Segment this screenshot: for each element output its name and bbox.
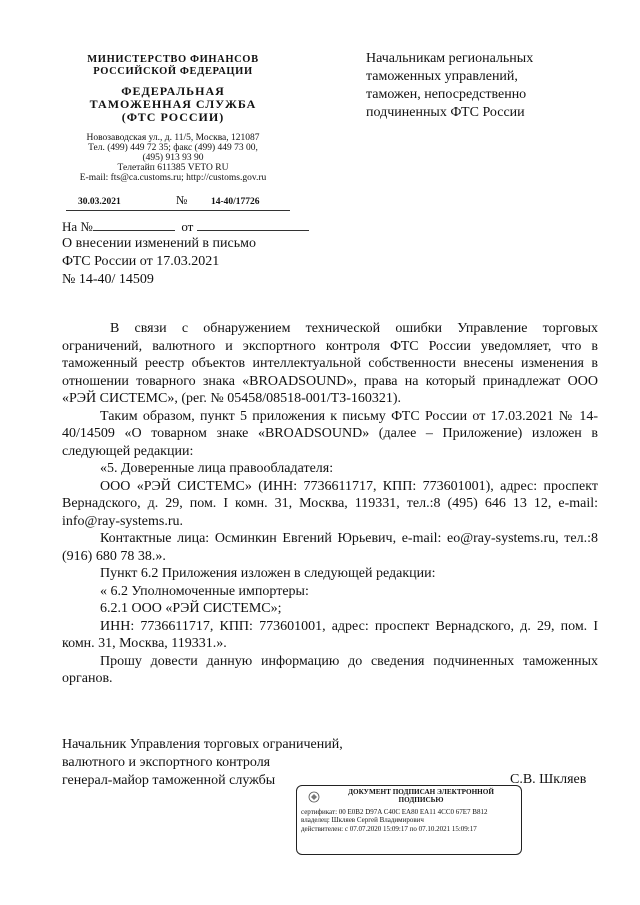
emblem-icon [305,790,323,804]
addressee-line-1: Начальникам региональных [366,51,534,66]
signatory-line-2: валютного и экспортного контроля [62,755,271,770]
addressee-line-3: таможен, непосредственно [366,87,527,102]
phone-line: Тел. (499) 449 72 35; факс (499) 449 73 00, [88,143,258,153]
addressee-block [366,50,596,122]
registration-underline [66,210,290,211]
reference-date-blank [197,218,309,231]
stamp-validity: действителен: с 07.07.2020 15:09:17 по 07.10.2021 15:09:17 [301,824,477,833]
body-paragraph-4: ООО «РЭЙ СИСТЕМС» (ИНН: 7736611717, КПП: 773601001), адрес: проспект Вернадского, д. 29, пом. I комн. 31, Москва, 119331, тел.:8 (495) 646 13 12, e-mail: info@ray-systems.ru. [62,478,598,529]
letter-subject [62,235,256,289]
subject-line-1: О внесении изменений в письмо [62,236,256,251]
subject-line-2: ФТС России от 17.03.2021 [62,254,220,269]
ministry-name-line2: РОССИЙСКОЙ ФЕДЕРАЦИИ [93,66,253,77]
phone-line-2: (495) 913 93 90 [142,153,204,163]
reference-line [62,218,309,235]
service-name-line1: ФЕДЕРАЛЬНАЯ [121,84,225,98]
body-paragraph-10: Прошу довести данную информацию до сведения подчиненных таможенных органов. [62,653,598,686]
reference-prefix: На № [62,219,93,234]
body-paragraph-6: Пункт 6.2 Приложения изложен в следующей редакции: [100,566,436,581]
signatory-name: С.В. Шкляев [510,772,587,787]
email-line: E-mail: fts@ca.customs.ru; http://customs.gov.ru [79,173,267,183]
body-paragraph-1: В связи с обнаружением технической ошибки Управление торговых ограничений, валютного и экспортного контроля ФТС России уведомляет, что в таможенный реестр объектов интеллектуальной собственности внесены изменения в отношении товарного знака «BROADSOUND», права на который принадлежат ООО «РЭЙ СИСТЕМС», (рег. № 05458/08518-001/ТЗ-160321). [62,321,598,406]
body-paragraph-5: Контактные лица: Осминкин Евгений Юрьевич, e-mail: eo@ray-systems.ru, тел.:8 (916) 680 78 38.». [62,531,598,564]
service-name-line3: (ФТС РОССИИ) [121,110,225,124]
ministry-name-line1: МИНИСТЕРСТВО ФИНАНСОВ [87,54,259,65]
letter-body [62,320,598,688]
reference-number-blank [93,218,175,231]
signatory-line-1: Начальник Управления торговых ограничений, [62,737,343,752]
addressee-line-4: подчиненных ФТС России [366,105,525,120]
addressee-line-2: таможенных управлений, [366,69,518,84]
stamp-certificate: сертификат: 00 E0B2 D97A C40C EA80 EA11 4CC0 67E7 B812 [301,807,488,816]
contact-block [56,133,290,183]
subject-line-3: № 14-40/ 14509 [62,272,154,287]
body-paragraph-9: ИНН: 7736611717, КПП: 773601001, адрес: проспект Вернадского, д. 29, пом. I комн. 31, Москва, 119331.». [62,618,598,651]
teletype-line: Телетайп 611385 VETO RU [117,163,229,173]
registration-number: 14-40/17726 [211,197,260,207]
body-paragraph-3: «5. Доверенные лица правообладателя: [100,461,334,476]
stamp-header-2: ПОДПИСЬЮ [398,796,444,805]
body-paragraph-2: Таким образом, пункт 5 приложения к письму ФТС России от 17.03.2021 № 14-40/14509 «О товарном знаке «BROADSOUND» (далее – Приложение) изложен в следующей редакции: [62,408,598,459]
registration-date: 30.03.2021 [78,197,121,207]
electronic-signature-stamp [296,785,522,855]
address-line: Новозаводская ул., д. 11/5, Москва, 121087 [86,133,260,143]
reference-from: от [181,219,194,234]
organization-letterhead [56,54,290,183]
body-paragraph-7: « 6.2 Уполномоченные импортеры: [100,583,309,599]
signatory-line-3: генерал-майор таможенной службы [62,773,276,788]
stamp-header-1: ДОКУМЕНТ ПОДПИСАН ЭЛЕКТРОННОЙ [348,788,494,796]
registration-number-label: № [176,193,188,207]
service-name-line2: ТАМОЖЕННАЯ СЛУЖБА [89,97,257,111]
stamp-owner: владелец: Шкляев Сергей Владимирович [301,816,424,825]
signatory-title [62,736,343,790]
body-paragraph-8: 6.2.1 ООО «РЭЙ СИСТЕМС»; [100,601,282,616]
